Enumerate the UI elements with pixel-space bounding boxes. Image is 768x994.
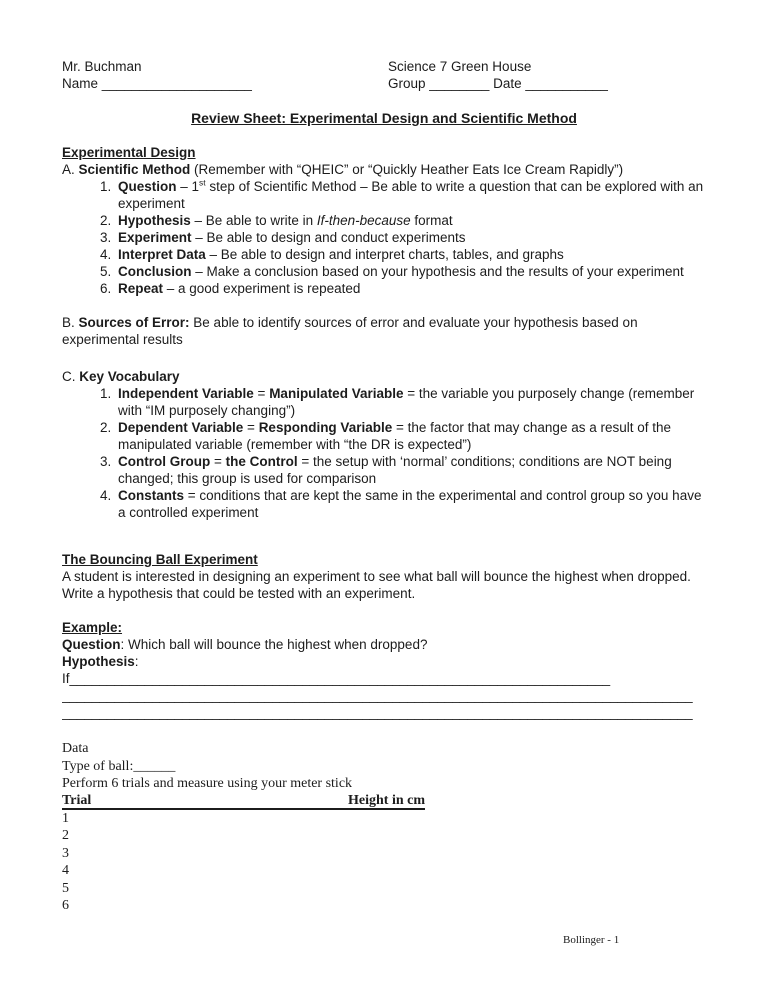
list-item-text [118, 213, 453, 228]
list-item-text [118, 247, 564, 262]
trial-row: 6 [62, 898, 69, 913]
trial-row: 1 [62, 810, 69, 826]
text-segment: Manipulated Variable [269, 386, 404, 401]
list-item [62, 453, 706, 487]
trials-instruction: Perform 6 trials and measure using your meter stick [62, 776, 353, 791]
text-segment: Question [118, 179, 177, 194]
trial-row: 2 [62, 828, 69, 843]
trial-row: 4 [62, 863, 69, 878]
list-item-number: 3. [100, 230, 112, 245]
course-name: Science 7 Green House [388, 59, 532, 74]
list-item [62, 246, 706, 263]
text-segment: – 1 [176, 179, 200, 194]
list-item [62, 212, 706, 229]
document-header [62, 58, 706, 92]
page-footer: Bollinger - 1 [563, 934, 620, 946]
list-item-number: 5. [100, 264, 112, 279]
list-item [62, 419, 706, 453]
text-segment: Question [62, 637, 121, 652]
text-segment: Interpret Data [118, 247, 206, 262]
text-segment: : Which ball will bounce the highest when dropped? [120, 637, 428, 652]
answer-blank-lines [62, 687, 706, 721]
text-segment: = conditions that are kept the same in the experimental and control group so you have a controlled experiment [118, 488, 702, 520]
text-segment: – Make a conclusion based on your hypothesis and the results of your experiment [191, 264, 684, 279]
text-segment: : [134, 654, 139, 669]
list-item-text [118, 420, 671, 452]
page-title: Review Sheet: Experimental Design and Scientific Method [191, 110, 577, 126]
scientific-method-list [62, 178, 706, 297]
text-segment: (Remember with “QHEIC” or “Quickly Heather Eats Ice Cream Rapidly”) [190, 162, 624, 177]
list-item-number: 3. [100, 454, 112, 469]
list-item-number: 1. [100, 386, 112, 401]
text-segment: Experiment [118, 230, 192, 245]
text-segment: = the setup with ‘normal’ conditions; conditions are NOT being changed; this group is used for comparison [118, 454, 672, 486]
text-segment: = the factor that may change as a result of the manipulated variable (remember with “the DR is expected”) [118, 420, 672, 452]
list-item [62, 487, 706, 521]
section-heading-bouncing-ball: The Bouncing Ball Experiment [62, 552, 258, 567]
list-item-number: 4. [100, 247, 112, 262]
text-segment: = [243, 420, 259, 435]
text-segment: – a good experiment is repeated [163, 281, 361, 296]
text-segment: = [253, 386, 270, 401]
type-of-ball-blank-line: Type of ball:______ [62, 758, 176, 774]
key-vocabulary-list [62, 385, 706, 521]
text-segment: step of Scientific Method – Be able to write a question that can be explored with an experiment [118, 179, 704, 211]
scientific-method-intro [62, 161, 706, 178]
list-item-number: 2. [100, 420, 112, 435]
text-segment: Scientific Method [78, 162, 191, 177]
list-item [62, 229, 706, 246]
text-segment: – Be able to design and conduct experiments [191, 230, 466, 245]
text-segment: = [210, 454, 226, 469]
header-left-column [62, 58, 388, 92]
name-blank-line: Name ____________________ [62, 76, 252, 91]
trial-table-rows [62, 810, 706, 915]
text-segment: Control Group [118, 454, 211, 469]
text-segment: = the variable you purposely change (remember with “IM purposely changing”) [118, 386, 695, 418]
list-item [62, 178, 706, 212]
data-heading: Data [62, 741, 89, 756]
if-blank-line: If________________________________________________________________________ [62, 671, 611, 686]
text-segment: Dependent Variable [118, 420, 244, 435]
list-item-text [118, 230, 465, 245]
list-item-text [118, 264, 684, 279]
text-segment: – Be able to write in [190, 213, 317, 228]
trial-row: 3 [62, 845, 69, 861]
text-segment: – Be able to design and interpret charts, tables, and graphs [205, 247, 564, 262]
trial-table-header [62, 793, 425, 810]
text-segment: Constants [118, 488, 185, 503]
bouncing-ball-description: A student is interested in designing an experiment to see what ball will bounce the highest when dropped. Write a hypothesis that could be tested with an experiment. [62, 569, 691, 601]
text-segment: Be able to identify sources of error and evaluate your hypothesis based on experimental results [62, 315, 638, 347]
list-item-number: 2. [100, 213, 112, 228]
header-right-column [388, 58, 706, 92]
height-column-label: Height in cm [348, 792, 425, 808]
key-vocabulary-heading [62, 368, 706, 385]
trial-column-label: Trial [62, 792, 92, 808]
list-item [62, 263, 706, 280]
list-item-number: 6. [100, 281, 112, 296]
text-segment: Sources of Error: [78, 315, 190, 330]
text-segment: the Control [225, 454, 298, 469]
data-section [62, 740, 706, 915]
blank-write-line: ____________________________________________________________________________________ [62, 705, 693, 720]
text-segment: Hypothesis [62, 654, 135, 669]
trial-row: 5 [62, 880, 69, 896]
text-segment: Conclusion [118, 264, 192, 279]
list-item-number: 4. [100, 488, 112, 503]
list-item-number: 1. [100, 179, 112, 194]
list-item-text [118, 386, 694, 418]
text-segment: Hypothesis [118, 213, 191, 228]
teacher-name: Mr. Buchman [62, 59, 142, 74]
group-date-blank-line: Group ________ Date ___________ [388, 76, 608, 91]
hypothesis-label [62, 653, 706, 670]
list-item [62, 280, 706, 297]
list-item-text [118, 179, 703, 211]
text-segment: Responding Variable [258, 420, 393, 435]
text-segment: C. [62, 369, 80, 384]
blank-write-line: ____________________________________________________________________________________ [62, 688, 693, 703]
section-heading-experimental-design: Experimental Design [62, 145, 196, 160]
list-item [62, 385, 706, 419]
list-item-text [118, 488, 701, 520]
text-segment: Key Vocabulary [79, 369, 180, 384]
text-segment: Repeat [118, 281, 164, 296]
example-heading: Example: [62, 620, 123, 635]
sources-of-error-paragraph [62, 314, 706, 348]
list-item-text [118, 454, 672, 486]
text-segment: st [199, 177, 206, 188]
example-question [62, 636, 706, 653]
text-segment: If-then-because [316, 213, 411, 228]
text-segment: format [410, 213, 453, 228]
text-segment: A. [62, 162, 79, 177]
list-item-text [118, 281, 360, 296]
text-segment: B. [62, 315, 79, 330]
text-segment: Independent Variable [118, 386, 254, 401]
